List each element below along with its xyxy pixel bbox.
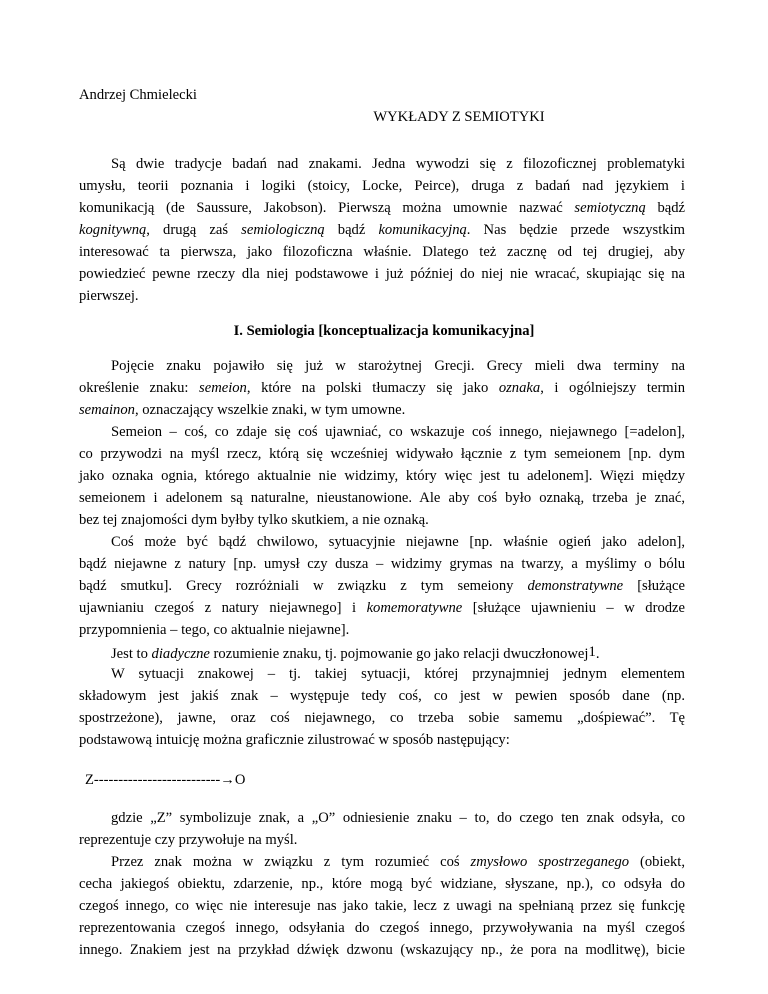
p3-line-2: bądź niejawne z natury [np. umysł czy dusza – widzimy grymas na twarzy, a myślimy o bólu — [79, 556, 685, 572]
footnote-ref[interactable]: 1 — [588, 644, 596, 660]
p3-line-4: ujawnianiu czegoś z natury niejawnego] i komemoratywne [służące ujawnieniu – w drodze — [79, 600, 685, 616]
p2-line-5: bez tej znajomości dym byłby tylko skutkiem, a nie oznaką. — [79, 512, 429, 528]
p6-line-1: gdzie „Z” symbolizuje znak, a „O” odniesienie znaku – to, do czego ten znak odsyła, co — [111, 810, 685, 826]
p2-line-2: co przywodzi na myśl rzecz, którą się wcześniej widywało łącznie z tym semeionem [np. dym — [79, 446, 685, 462]
sign-diagram: Z--------------------------→O — [85, 772, 246, 788]
p1-line-1: Pojęcie znaku pojawiło się już w starożytnej Grecji. Grecy mieli dwa terminy na — [111, 358, 685, 374]
p1-line-2: określenie znaku: semeion, które na polski tłumaczy się jako oznaka, i ogólniejszy termin — [79, 380, 686, 396]
intro-line-1: Są dwie tradycje badań nad znakami. Jedna wywodzi się z filozoficznej problematyki — [111, 156, 685, 172]
p5-line-3: spostrzeżone), jawne, oraz coś niejawnego, co trzeba sobie samemu „dośpiewać”. Tę — [79, 710, 685, 726]
p4-line-1: Jest to diadyczne rozumienie znaku, tj. pojmowanie go jako relacji dwuczłonowej1. — [111, 644, 600, 662]
p5-line-4: podstawową intuicję można graficznie zilustrować w sposób następujący: — [79, 732, 510, 748]
p2-line-4: semeionem i adelonem są naturalne, nieustanowione. Ale aby coś było oznaką, trzeba je znać, — [79, 490, 685, 506]
intro-line-2: umysłu, teorii poznania i logiki (stoicy, Locke, Peirce), druga z badań nad językiem i — [79, 178, 685, 194]
document-title: WYKŁADY Z SEMIOTYKI — [373, 109, 545, 125]
p5-line-2: składowym jest jakiś znak – występuje tedy coś, co jest w pewien sposób dane (np. — [79, 688, 685, 704]
intro-line-4: kognitywną, drugą zaś semiologiczną bądź komunikacyjną. Nas będzie przede wszystkim — [79, 222, 685, 238]
intro-line-7: pierwszej. — [79, 288, 139, 304]
author-name: Andrzej Chmielecki — [79, 87, 197, 103]
p7-line-2: cecha jakiegoś obiektu, zdarzenie, np., które mogą być widziane, słyszane, np.), co odsyła do — [79, 876, 685, 892]
intro-line-3: komunikacją (de Saussure, Jakobson). Pierwszą można umownie nazwać semiotyczną bądź — [79, 200, 685, 216]
intro-line-5: interesować ta pierwsza, jako filozoficzna właśnie. Dlatego też zacznę od tej drugiej, aby — [79, 244, 685, 260]
p7-line-5: innego. Znakiem jest na przykład dźwięk dzwonu (wskazujący np., że pora na modlitwę), bicie — [79, 942, 685, 958]
p2-line-1: Semeion – coś, co zdaje się coś ujawniać, co wskazuje coś innego, niejawnego [=adelon], — [111, 424, 685, 440]
p7-line-1: Przez znak można w związku z tym rozumieć coś zmysłowo spostrzeganego (obiekt, — [111, 854, 686, 870]
section-heading: I. Semiologia [konceptualizacja komunikacyjna] — [233, 323, 535, 339]
p3-line-3: bądź smutku]. Grecy rozróżniali w związku z tym semeiony demonstratywne [służące — [79, 578, 685, 594]
p7-line-3: czegoś innego, co więc nie interesuje nas jako takie, lecz z uwagi na spełnianą przez się funkcję — [79, 898, 685, 914]
intro-line-6: powiedzieć pewne rzeczy dla niej podstawowe i już później do niej nie wracać, skupiając się na — [79, 266, 685, 282]
p6-line-2: reprezentuje czy przywołuje na myśl. — [79, 832, 298, 848]
p2-line-3: jako oznaka ognia, którego aktualnie nie widzimy, który więc jest tu adelonem]. Więzi między — [79, 468, 685, 484]
p7-line-4: reprezentowania czegoś innego, odsyłania do czegoś innego, przywoływania na myśl czegoś — [79, 920, 685, 936]
p5-line-1: W sytuacji znakowej – tj. takiej sytuacji, której przynajmniej jednym elementem — [111, 666, 685, 682]
p3-line-1: Coś może być bądź chwilowo, sytuacyjnie niejawne [np. właśnie ogień jako adelon], — [111, 534, 685, 550]
p1-line-3: semainon, oznaczający wszelkie znaki, w tym umowne. — [79, 402, 406, 418]
p3-line-5: przypomnienia – tego, co aktualnie niejawne]. — [79, 622, 350, 638]
